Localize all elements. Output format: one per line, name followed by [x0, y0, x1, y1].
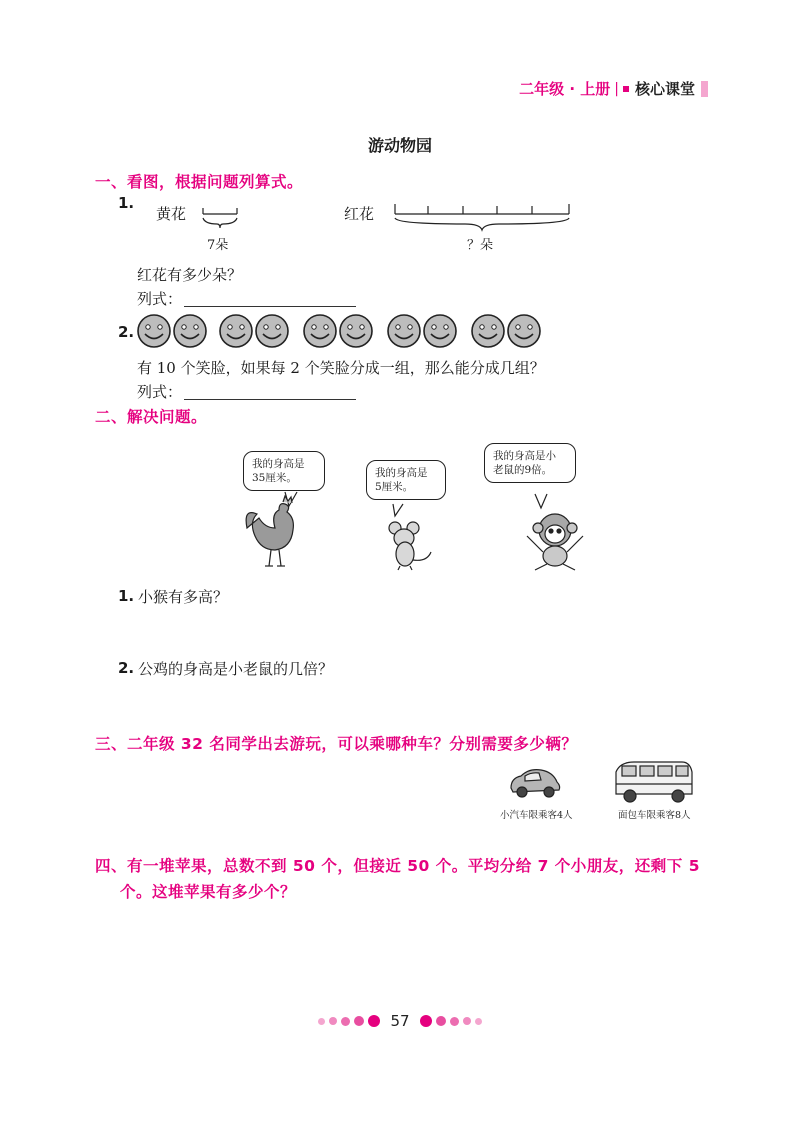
rooster-bubble-line2: 35厘米。	[252, 472, 297, 484]
s2-q2-number: 2.	[118, 659, 135, 677]
page-header	[519, 78, 708, 99]
red-flower-label: 红花	[344, 205, 375, 223]
dot-icon	[368, 1015, 380, 1027]
monkey-bubble-line1: 我的身高是小	[493, 450, 556, 462]
rooster-bubble-line1: 我的身高是	[252, 458, 305, 470]
s2-q1-number: 1.	[118, 587, 135, 605]
dot-icon	[354, 1016, 364, 1026]
dot-icon	[341, 1017, 350, 1026]
q2-question: 有 10 个笑脸，如果每 2 个笑脸分成一组，那么能分成几组？	[137, 359, 545, 377]
q2-formula-label: 列式：	[137, 383, 183, 401]
dot-icon	[436, 1016, 446, 1026]
mouse-icon	[389, 522, 431, 570]
smiley-row	[135, 312, 555, 352]
header-separator: |	[614, 80, 619, 97]
smiley-faces	[135, 312, 555, 352]
section2-heading: 二、解决问题。	[95, 408, 208, 426]
yellow-bar	[203, 208, 237, 228]
van-illustration	[612, 758, 696, 806]
yellow-flower-label: 黄花	[156, 205, 187, 223]
section4-line1: 四、有一堆苹果，总数不到 50 个，但接近 50 个。平均分给 7 个小朋友，还剩下 5	[95, 857, 700, 875]
header-square-icon	[623, 86, 629, 92]
red-count: ？朵	[467, 238, 494, 253]
header-bar-icon	[701, 81, 708, 97]
q1-number: 1.	[118, 194, 135, 212]
series-label: 核心课堂	[634, 80, 695, 98]
section1-heading: 一、看图，根据问题列算式。	[95, 173, 304, 191]
q2-answer-line[interactable]	[184, 398, 356, 400]
page-title: 游动物园	[367, 136, 432, 155]
dot-icon	[475, 1018, 482, 1025]
dot-icon	[450, 1017, 459, 1026]
q1-answer-line[interactable]	[184, 305, 356, 307]
smiley-icon	[256, 315, 288, 347]
mouse-bubble-line2: 5厘米。	[375, 481, 414, 493]
smiley-icon	[340, 315, 372, 347]
dot-icon	[329, 1017, 337, 1025]
q2-number: 2.	[118, 323, 135, 341]
smiley-icon	[388, 315, 420, 347]
section4-line2: 个。这堆苹果有多少个？	[120, 883, 297, 901]
red-bar	[395, 204, 569, 230]
dot-icon	[420, 1015, 432, 1027]
dot-icon	[463, 1017, 471, 1025]
rooster-icon	[246, 496, 293, 566]
section3-heading: 三、二年级 32 名同学出去游玩，可以乘哪种车？分别需要多少辆？	[95, 735, 578, 753]
car-icon	[511, 770, 560, 797]
grade-label: 二年级 · 上册	[519, 80, 611, 98]
animals-illustration	[235, 488, 605, 578]
page-number: 57	[390, 1012, 410, 1030]
van-icon	[616, 762, 692, 802]
smiley-icon	[424, 315, 456, 347]
monkey-icon	[527, 514, 583, 570]
monkey-speech-bubble	[484, 443, 576, 483]
rooster-speech-bubble	[243, 451, 325, 491]
q1-formula-label: 列式：	[137, 290, 183, 308]
smiley-icon	[220, 315, 252, 347]
page-footer	[0, 1012, 800, 1030]
monkey-bubble-line2: 老鼠的9倍。	[493, 464, 553, 476]
car-caption: 小汽车限乘客4人	[500, 810, 573, 821]
car-illustration	[505, 762, 565, 802]
flower-diagram	[195, 198, 585, 258]
yellow-count: 7朵	[207, 238, 229, 253]
smiley-icon	[174, 315, 206, 347]
smiley-icon	[304, 315, 336, 347]
smiley-icon	[472, 315, 504, 347]
dot-icon	[318, 1018, 325, 1025]
q1-question: 红花有多少朵？	[137, 266, 243, 284]
mouse-bubble-line1: 我的身高是	[375, 467, 428, 479]
smiley-icon	[138, 315, 170, 347]
van-caption: 面包车限乘客8人	[618, 810, 691, 821]
s2-q1-question: 小猴有多高？	[138, 588, 229, 606]
s2-q2-question: 公鸡的身高是小老鼠的几倍？	[138, 660, 334, 678]
smiley-icon	[508, 315, 540, 347]
